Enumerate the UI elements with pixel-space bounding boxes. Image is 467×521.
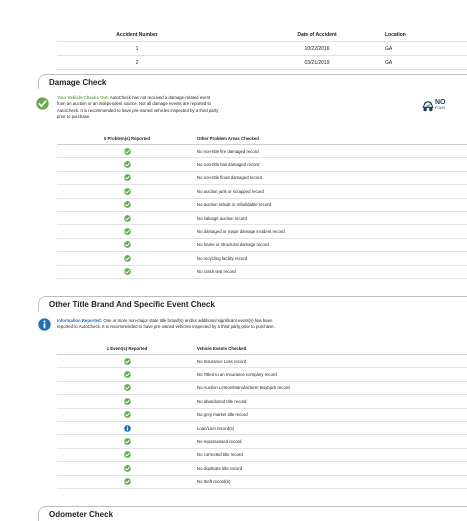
check-label: Loan/Lien record(s) — [197, 425, 235, 431]
table-row — [57, 199, 467, 212]
message-text: AutoCheck has not received a damage-related event — [108, 95, 211, 100]
accident-location: GA — [385, 59, 393, 66]
check-circle-icon — [124, 451, 131, 458]
check-circle-icon — [124, 174, 131, 181]
section-title: Odometer Check — [49, 510, 114, 519]
check-circle-icon — [124, 228, 131, 235]
column-header-location: Location — [385, 31, 406, 38]
check-circle-icon — [124, 161, 131, 168]
check-label: No theft record(s) — [197, 479, 231, 485]
status-cell — [57, 255, 197, 262]
check-circle-icon — [124, 148, 131, 155]
status-cell — [57, 451, 197, 458]
check-circle-icon — [124, 478, 131, 485]
table-row — [57, 435, 467, 448]
table-row — [57, 462, 467, 475]
status-cell — [57, 411, 197, 418]
no-problems-found-logo — [421, 98, 467, 116]
table-row — [57, 476, 467, 489]
check-label: No repossessed record — [197, 439, 242, 445]
status-cell — [57, 358, 197, 365]
section-title: Damage Check — [49, 78, 107, 87]
table-row — [57, 266, 467, 279]
check-circle-icon — [124, 438, 131, 445]
status-cell — [57, 174, 197, 181]
check-label: No non-title hail damaged record — [197, 162, 260, 168]
check-label: No recycling facility record — [197, 255, 248, 261]
status-cell — [57, 465, 197, 472]
damage-check-header — [38, 74, 467, 89]
column-header-events: 1 Event(s) Reported — [106, 345, 148, 351]
table-row — [57, 172, 467, 185]
column-header-areas: Other Problem Areas Checked — [197, 135, 259, 141]
table-row — [57, 355, 467, 368]
check-label: No non-title fire damaged record — [197, 148, 259, 154]
check-label: No Titled to an Insurance company record — [197, 372, 277, 378]
status-cell — [57, 188, 197, 195]
title-brand-check-header — [38, 296, 467, 311]
check-circle-icon — [124, 411, 131, 418]
status-cell — [57, 228, 197, 235]
column-header-accident-number: Accident Number — [116, 31, 158, 38]
status-cell — [57, 215, 197, 222]
accident-location: GA — [385, 45, 393, 52]
title-brand-check-table — [57, 342, 467, 489]
check-circle-icon — [124, 215, 131, 222]
car-badge-icon — [421, 98, 435, 114]
accident-date: 10/22/2016 — [304, 45, 330, 52]
table-row — [57, 409, 467, 422]
check-label: No crash test record — [197, 269, 236, 275]
column-header-events-checked: Vehicle Events Checked — [197, 345, 247, 351]
status-cell — [57, 398, 197, 405]
column-header-problems: 0 Problem(s) Reported — [103, 135, 151, 141]
table-row — [57, 225, 467, 238]
check-label: No non-title flood damaged record — [197, 175, 262, 181]
accident-number: 1 — [135, 45, 139, 52]
table-row — [57, 239, 467, 252]
table-row — [57, 56, 467, 70]
table-row — [57, 145, 467, 158]
accident-table — [57, 28, 467, 70]
check-label: No frame or structural damage record — [197, 242, 269, 248]
accident-date: 03/21/2019 — [304, 59, 330, 66]
check-circle-icon — [124, 465, 131, 472]
logo-subtext: FOUN — [435, 106, 445, 110]
logo-text: NO — [435, 99, 446, 106]
table-row — [57, 185, 467, 198]
column-header-date: Date of Accident — [297, 31, 337, 38]
accident-table-header — [57, 28, 467, 42]
table-row — [57, 422, 467, 435]
status-cell — [57, 384, 197, 391]
status-cell — [57, 241, 197, 248]
table-row — [57, 252, 467, 265]
check-label: No salvage auction record — [197, 215, 247, 221]
damage-check-table — [57, 132, 467, 279]
table-row — [57, 395, 467, 408]
table-row — [57, 449, 467, 462]
status-cell — [57, 148, 197, 155]
check-label: No abandoned title record — [197, 398, 247, 404]
table-row — [57, 368, 467, 381]
check-circle-icon — [124, 188, 131, 195]
status-cell — [57, 425, 197, 432]
check-circle-icon — [124, 384, 131, 391]
odometer-check-header — [38, 506, 467, 521]
info-circle-icon — [38, 318, 51, 331]
status-cell — [57, 201, 197, 208]
info-circle-icon — [124, 425, 131, 432]
status-label: Your Vehicle Checks Out: — [57, 95, 109, 100]
status-label: Information Reported: — [57, 318, 103, 323]
status-cell — [57, 161, 197, 168]
damage-check-message — [57, 95, 377, 120]
check-circle-icon — [124, 255, 131, 262]
check-label: No auction rebuilt or rebuildable record — [197, 202, 272, 208]
table-row — [57, 212, 467, 225]
message-text: One or more non-major state title brand(s) and/or additional significant event(s) has been — [102, 318, 273, 323]
message-text: from an auction or an independent source. Not all damage events are reported to — [57, 101, 212, 107]
title-brand-rows — [57, 355, 467, 489]
check-circle-icon — [124, 241, 131, 248]
message-text: prior to purchase. — [57, 113, 91, 119]
check-label: No grey market title record — [197, 412, 248, 418]
table-row — [57, 158, 467, 171]
check-label: No auction junk or scrapped record — [197, 188, 264, 194]
check-circle-icon — [124, 358, 131, 365]
check-label: No Auction Lemon/Manufacturer Buyback record — [197, 385, 290, 391]
status-cell — [57, 268, 197, 275]
check-circle-icon — [124, 398, 131, 405]
message-text: AutoCheck. It is recommended to have pre-owned vehicles inspected by a third party — [57, 107, 219, 113]
status-cell — [57, 371, 197, 378]
check-circle-icon — [124, 201, 131, 208]
accident-number: 2 — [135, 59, 139, 66]
check-circle-icon — [124, 268, 131, 275]
title-brand-message — [57, 318, 437, 331]
check-circle-icon — [124, 371, 131, 378]
damage-rows — [57, 145, 467, 279]
damage-table-header — [57, 132, 467, 145]
title-brand-table-header — [57, 342, 467, 355]
check-label: No duplicate title record — [197, 465, 243, 471]
check-label: No damaged or major damage incident record — [197, 229, 285, 235]
check-label: No corrected title record — [197, 452, 243, 458]
section-title: Other Title Brand And Specific Event Check — [49, 300, 215, 309]
status-cell — [57, 478, 197, 485]
message-text: reported to AutoCheck. It is recommended to have pre-owned vehicles inspected by a third party prior to purchase. — [57, 324, 275, 330]
table-row — [57, 42, 467, 56]
status-cell — [57, 438, 197, 445]
check-label: No Insurance Loss record — [197, 358, 247, 364]
check-circle-icon — [36, 97, 49, 110]
table-row — [57, 382, 467, 395]
